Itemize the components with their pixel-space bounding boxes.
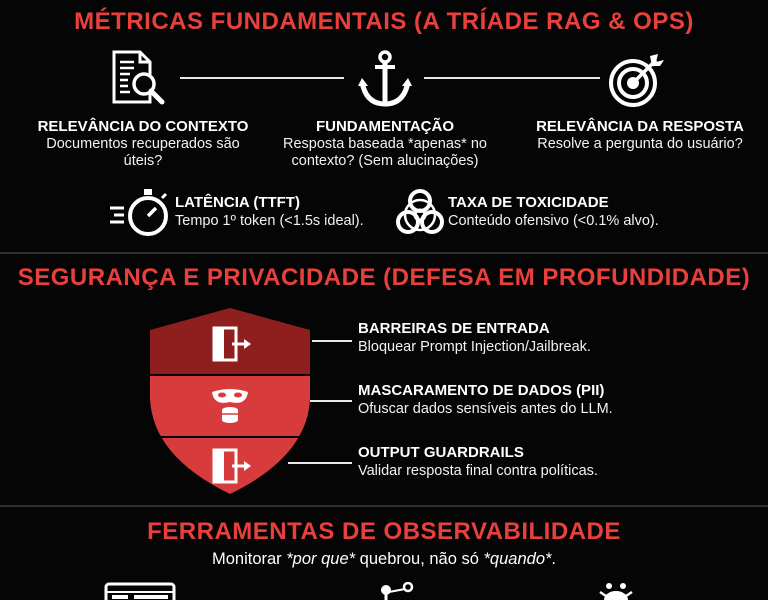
- emphasis-when: *quando*: [483, 550, 552, 568]
- metric-desc: contexto? (Sem alucinações): [291, 153, 479, 169]
- metric-toxicity: [448, 194, 659, 230]
- layer-title: MASCARAMENTO DE DADOS (PII): [358, 382, 605, 399]
- leader-line: [288, 462, 352, 464]
- security-layer-pii-masking: [358, 382, 613, 418]
- layer-desc: Bloquear Prompt Injection/Jailbreak.: [358, 339, 591, 355]
- metric-title: RELEVÂNCIA DO CONTEXTO: [37, 118, 249, 135]
- dashboard-icon: [104, 582, 176, 600]
- metric-desc: Documentos recuperados são: [46, 136, 240, 152]
- section-divider: [0, 505, 768, 507]
- metric-title: LATÊNCIA (TTFT): [175, 194, 300, 211]
- metric-desc: Conteúdo ofensivo (<0.1% alvo).: [448, 213, 659, 229]
- stopwatch-icon: [108, 186, 170, 238]
- layer-desc: Ofuscar dados sensíveis antes do LLM.: [358, 401, 613, 417]
- layer-title: OUTPUT GUARDRAILS: [358, 444, 524, 461]
- emphasis-why: *por que*: [286, 550, 356, 568]
- observability-subtitle: Monitorar *por que* quebrou, não só *quando*.: [211, 550, 557, 568]
- connector-line: [180, 77, 344, 79]
- metric-desc: Tempo 1º token (<1.5s ideal).: [175, 213, 364, 229]
- metric-desc: úteis?: [123, 153, 163, 169]
- section-title-observability: FERRAMENTAS DE OBSERVABILIDADE: [147, 518, 621, 545]
- target-icon: [606, 50, 666, 110]
- metric-title: FUNDAMENTAÇÃO: [315, 118, 455, 135]
- metric-title: RELEVÂNCIA DA RESPOSTA: [536, 118, 744, 135]
- metric-title: TAXA DE TOXICIDADE: [448, 194, 609, 211]
- metric-groundedness: [262, 118, 508, 170]
- connector-line: [424, 77, 600, 79]
- document-search-icon: [108, 48, 168, 108]
- metric-latency: [175, 194, 364, 230]
- biohazard-icon: [396, 188, 444, 238]
- section-title-metrics: MÉTRICAS FUNDAMENTAIS (A TRÍADE RAG & OPS): [74, 8, 694, 35]
- layer-desc: Validar resposta final contra políticas.: [358, 463, 598, 479]
- leader-line: [312, 340, 352, 342]
- metric-desc: Resposta baseada *apenas* no: [283, 136, 487, 152]
- anchor-icon: [356, 48, 414, 110]
- metric-context-relevance: [20, 118, 266, 170]
- leader-line: [310, 400, 352, 402]
- shield-icon: [148, 306, 312, 496]
- security-layer-output-guardrails: [358, 444, 598, 480]
- metric-answer-relevance: [516, 118, 764, 153]
- section-divider: [0, 252, 768, 254]
- security-layer-input-barriers: [358, 320, 591, 356]
- section-title-security: SEGURANÇA E PRIVACIDADE (DEFESA EM PROFUNDIDADE): [17, 264, 751, 291]
- metric-desc: Resolve a pergunta do usuário?: [537, 136, 743, 152]
- trace-graph-icon: [376, 582, 416, 600]
- bug-icon: [594, 582, 638, 600]
- layer-title: BARREIRAS DE ENTRADA: [358, 320, 550, 337]
